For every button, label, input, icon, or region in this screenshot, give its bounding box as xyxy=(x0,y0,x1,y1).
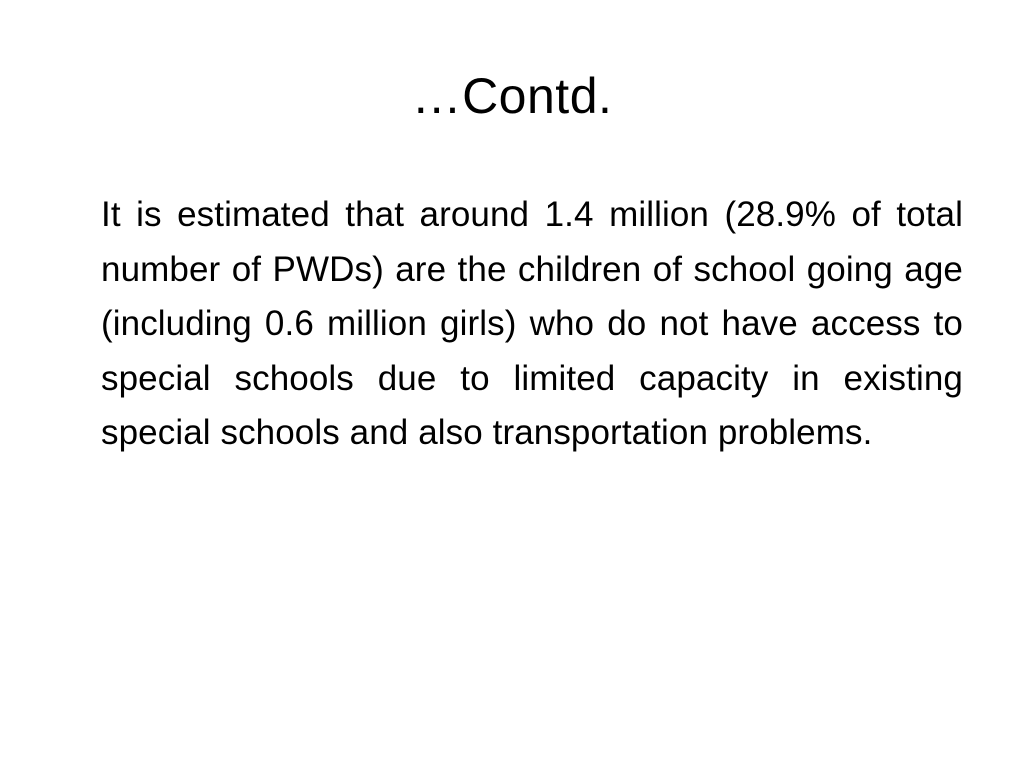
slide-body-text: It is estimated that around 1.4 million (28.9% of total number of PWDs) are the children of school going age (including 0.6 million girls) who do not have access to special schools due to limited capacity in existing special schools and also transportation problems. xyxy=(101,195,963,453)
slide-title: …Contd. xyxy=(411,68,613,124)
